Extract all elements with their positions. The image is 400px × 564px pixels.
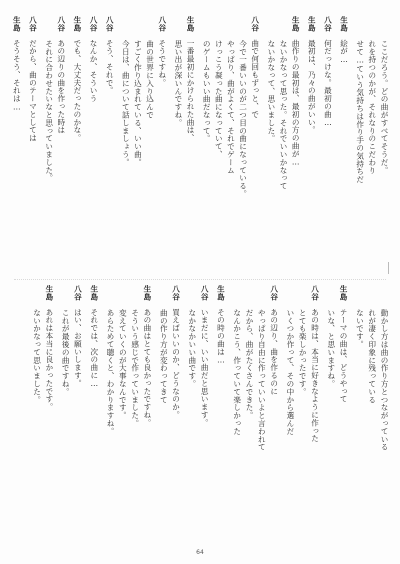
text-column	[284, 285, 296, 543]
dialogue-text: あの曲はとても良かったですね。	[142, 308, 152, 427]
dialogue-text: とても楽しかったです。	[298, 308, 308, 396]
text-column	[267, 285, 279, 543]
dialogue-text: そうそう、それは…	[12, 39, 22, 112]
speaker-label: 生島	[44, 285, 54, 301]
text-column	[186, 285, 198, 543]
speaker-label: 生島	[72, 16, 82, 32]
dialogue-text: ないかなって思いました。	[32, 308, 42, 404]
text-column	[131, 16, 143, 274]
text-column	[104, 285, 116, 543]
dialogue-text: 何だっけな。最初の曲…	[323, 39, 333, 128]
text-column	[71, 285, 83, 543]
text-column	[128, 285, 140, 543]
dialogue-text: 動かし方は曲の作り方とつながっている	[380, 308, 389, 451]
speaker-label: 生島	[12, 16, 22, 32]
text-column	[26, 16, 38, 274]
dialogue-text: 一番最初にかけられた曲は、	[186, 39, 196, 142]
text-column	[157, 285, 169, 543]
dialogue-text: そうですね。	[157, 39, 167, 87]
dialogue-text: なんか、そういう	[89, 39, 99, 103]
text-column	[337, 16, 349, 274]
text-column	[59, 285, 71, 543]
speaker-label: 生島	[339, 285, 349, 301]
text-column	[277, 16, 289, 274]
dialogue-text: ないです。	[355, 308, 365, 349]
text-column	[212, 16, 224, 274]
dialogue-text: そういう感じで作っていました。	[130, 308, 140, 428]
speaker-label: 八谷	[250, 16, 260, 32]
text-column	[30, 285, 42, 543]
text-column	[230, 285, 242, 543]
text-column	[243, 285, 255, 543]
dialogue-text: 今日は、曲について話しましょう。	[121, 39, 131, 167]
dialogue-text: 思い出が深いんですね。	[173, 39, 183, 127]
speaker-label: 八谷	[269, 285, 279, 301]
dialogue-text: のゲームもいい曲だなって。	[202, 39, 212, 143]
dialogue-text: あれは本当に良かったです。	[44, 308, 54, 411]
speaker-label: 八谷	[310, 285, 320, 301]
dialogue-text: その時の曲は…	[216, 308, 226, 365]
text-column	[265, 16, 277, 274]
dialogue-text: やっぱり自由に作っていいよと言われて	[257, 308, 267, 451]
speaker-label: 八谷	[73, 285, 83, 301]
text-column	[116, 285, 128, 543]
text-column	[308, 285, 320, 543]
text-column	[156, 16, 168, 274]
text-column	[365, 285, 377, 543]
dialogue-text: あの辺りの曲を作った時は	[56, 39, 66, 134]
text-column	[214, 285, 226, 543]
dialogue-text: そう、それで。	[105, 39, 115, 95]
dialogue-text: あの辺り、曲を作るのに	[269, 308, 279, 396]
dialogue-text: ないかなって思った。それでいいかなって	[279, 39, 289, 190]
dialogue-text: でも、大丈夫だったのかな。	[72, 39, 82, 142]
dialogue-text: 最初は、乃々の曲がいい。	[307, 39, 317, 134]
speaker-label: 八谷	[28, 16, 38, 32]
speaker-label: 八谷	[323, 16, 333, 32]
text-column	[353, 285, 365, 543]
dialogue-text: それに合わせたいなと思っていました。	[44, 39, 54, 182]
speaker-label: 生島	[142, 285, 152, 301]
dialogue-text: いくつか作って、その中から選んだ	[285, 308, 295, 436]
speaker-label: 八谷	[89, 16, 99, 32]
text-column	[366, 16, 378, 274]
edge-mark	[388, 262, 392, 274]
text-column	[143, 16, 155, 274]
speaker-label: 生島	[186, 16, 196, 32]
text-column	[71, 16, 83, 274]
text-column	[103, 16, 115, 274]
speaker-label: 生島	[291, 16, 301, 32]
speaker-label: 生島	[216, 285, 226, 301]
dialogue-text: ないかなって、思いました。	[266, 39, 276, 143]
dialogue-text: いまだに、いい曲だと思います。	[200, 308, 210, 427]
dialogue-text: 変えていくのが大事なんです。	[118, 308, 128, 420]
dialogue-text: いな、と思いますね。	[326, 308, 336, 388]
text-column	[119, 16, 131, 274]
speaker-label: 八谷	[56, 16, 66, 32]
text-column	[141, 285, 153, 543]
speaker-label: 八谷	[157, 16, 167, 32]
text-column	[55, 16, 67, 274]
dialogue-text: れが凄く印象に残っている	[367, 308, 377, 404]
bottom-text-tier	[10, 285, 390, 543]
text-column	[87, 16, 99, 274]
dialogue-text: ここだろう。どの曲がすべてそうだ。	[380, 39, 389, 175]
page-number: 64	[196, 549, 204, 556]
text-column	[325, 285, 337, 543]
dialogue-text: 曲作りの最初は、最初の方の曲が…	[291, 39, 301, 167]
dialogue-text: 曲の作り方が変わってきて	[159, 308, 169, 404]
dialogue-text: れを持つのかが、それなりのこだわり	[367, 39, 377, 175]
dialogue-text: これが最後の曲ですね。	[61, 308, 71, 396]
top-text-tier	[10, 16, 390, 274]
text-column	[42, 16, 54, 274]
dialogue-text: 絵が…	[339, 39, 349, 65]
text-column	[378, 285, 390, 543]
dialogue-text: せて…ていう気持ちは作り手の気持ちだ	[355, 39, 365, 184]
dialogue-text: 曲の世界に入り込んで	[145, 39, 155, 119]
dialogue-text: だから、曲がたくさんできた。	[245, 308, 255, 420]
speaker-label: 生島	[339, 16, 349, 32]
speaker-label: 八谷	[171, 285, 181, 301]
dialogue-text: 買えばいいのか、どうなのか。	[171, 308, 181, 419]
text-column	[289, 16, 301, 274]
text-column	[236, 16, 248, 274]
speaker-label: 八谷	[200, 285, 210, 301]
dialogue-text: テーマの曲は、どうやって	[339, 308, 349, 403]
text-column	[184, 16, 196, 274]
dialogue-text: はい、お願いします。	[73, 308, 83, 388]
dialogue-text: 今で一番いいのが二つ目の曲になっている。	[238, 39, 248, 198]
text-column	[224, 16, 236, 274]
text-column	[354, 16, 366, 274]
speaker-label: 生島	[307, 16, 317, 32]
text-column	[296, 285, 308, 543]
dialogue-text: すごく作り込まれている、いい曲。	[133, 39, 143, 167]
text-column	[87, 285, 99, 543]
dialogue-text: それでは、次の曲に…	[89, 308, 99, 389]
text-column	[249, 16, 261, 274]
tier-divider	[14, 279, 386, 280]
text-column	[172, 16, 184, 274]
dialogue-text: けっこう凝った曲になっていて、	[214, 39, 224, 159]
dialogue-text: やっぱり、曲がよくて、それでゲーム	[226, 39, 236, 175]
dialogue-text: あらためて聴くと、わかりますね。	[106, 308, 116, 436]
text-column	[169, 285, 181, 543]
text-column	[337, 285, 349, 543]
text-column	[255, 285, 267, 543]
speaker-label: 生島	[89, 285, 99, 301]
dialogue-text: あの時は、本当に好きなように作った	[310, 308, 320, 443]
text-column	[378, 16, 390, 274]
text-column	[321, 16, 333, 274]
text-column	[10, 16, 22, 274]
dialogue-text: なかなかいい曲です。	[187, 308, 197, 388]
text-column	[198, 285, 210, 543]
dialogue-text: なんかこう、作っていて楽しかった	[232, 308, 242, 436]
dialogue-text: だから、曲のテーマとしては	[28, 39, 38, 142]
text-column	[200, 16, 212, 274]
speaker-label: 八谷	[105, 16, 115, 32]
dialogue-text: 曲で何回もずっと、で	[250, 39, 260, 119]
text-column	[43, 285, 55, 543]
text-column	[305, 16, 317, 274]
